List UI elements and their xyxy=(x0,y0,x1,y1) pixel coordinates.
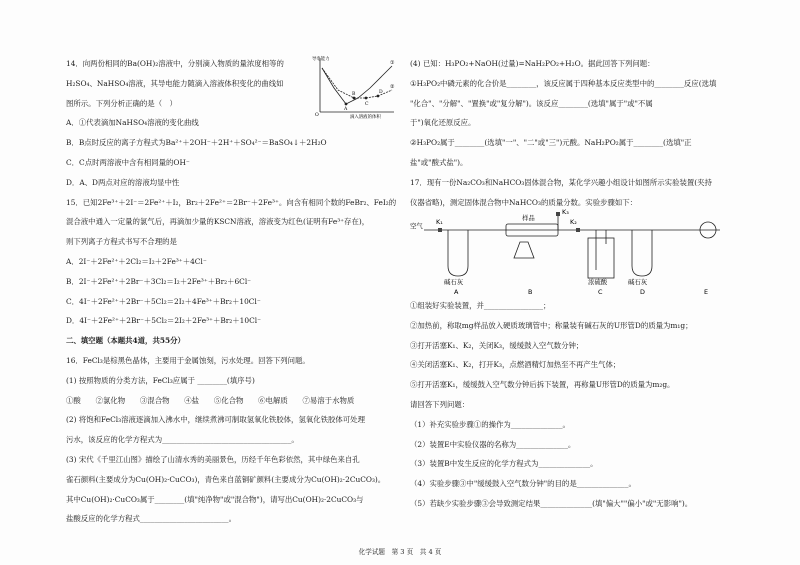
conc-acid-label: 浓硫酸 xyxy=(588,278,608,286)
q17-prompt: 请回答下列问题： xyxy=(410,399,470,409)
q17-line2: 仪器省略)，测定固体混合物中NaHCO₃的质量分数。实验步骤如下： xyxy=(410,197,638,207)
q17-sub2: （2）装置E中实验仪器的名称为______________。 xyxy=(410,439,576,449)
point-c-dot xyxy=(365,97,368,100)
label-e: E xyxy=(704,288,709,296)
right-column-top xyxy=(410,58,755,216)
chart-origin: O xyxy=(315,113,319,118)
u-tube-a xyxy=(448,230,468,276)
chart-ylabel: 导电能力 xyxy=(312,57,330,62)
point-b-label: B xyxy=(352,92,356,97)
left-column xyxy=(66,58,397,533)
q17-sub3: （3）装置B中发生反应的化学方程式为______________。 xyxy=(410,459,598,469)
q16-4-line2: ①H₃PO₂中磷元素的化合价是________，该反应属于四种基本反应类型中的________反应(选填 xyxy=(410,78,717,88)
point-d-label: D xyxy=(379,90,383,95)
wash-bottle-c xyxy=(588,238,614,278)
k3-valve xyxy=(556,212,560,216)
point-a-label: A xyxy=(344,107,348,112)
point-c-label: C xyxy=(365,102,369,107)
q16-line9: 盐酸反应的化学方程式________________________。 xyxy=(66,514,236,524)
sample-label: 样品 xyxy=(522,214,535,222)
q15-line1: 15．已知2Fe³⁺＋2I⁻＝2Fe²⁺＋I₂，Br₂＋2Fe²⁺＝2Br⁻＋2Fe³⁺。向含有相同个数的FeBr₂、FeI₂的 xyxy=(66,197,397,207)
q14-option-c: C．C点时两溶液中含有相同量的OH⁻ xyxy=(66,157,190,167)
label-c: C xyxy=(598,288,603,296)
q16-4-line5: ②H₃PO₂属于________(选填"一"、"二"或"三")元酸。NaH₂PO₂属于________(选填"正 xyxy=(410,138,692,148)
apparatus-diagram xyxy=(410,204,740,296)
chart-xlabel: 滴入溶液的体积 xyxy=(350,115,381,120)
section-heading-fill-in: 二、填空题（本题共4道，共55分） xyxy=(66,336,185,346)
soda-lime-d-label: 碱石灰 xyxy=(628,278,648,286)
q16-line7: 雀石颜料(主要成分为Cu(OH)₂·CuCO₃)，青色来自蓝铜矿颜料(主要成分为Cu(OH)₂·2CuCO₃)。 xyxy=(66,474,386,484)
curve-2-label: ② xyxy=(390,84,395,90)
label-d: D xyxy=(640,288,645,296)
q17-step2: ②加热前，称取mg样品放入硬质玻璃管中；称量装有碱石灰的U形管D的质量为m₁g； xyxy=(410,320,693,330)
q15-option-a: A．2I⁻＋2Fe²⁺＋2Cl₂＝I₂＋2Fe³⁺＋4Cl⁻ xyxy=(66,256,207,266)
q15-line3: 则下列离子方程式书写不合理的是 xyxy=(66,237,177,247)
q16-line6: (3) 宋代《千里江山图》描绘了山清水秀的美丽景色，历经千年色彩依然，其中绿色来自孔 xyxy=(66,454,360,464)
q16-line2: (1) 按照物质的分类方法，FeCl₃应属于 ________(填序号) xyxy=(66,375,255,385)
q17-sub4: （4）实验步骤③中"缓缓鼓入空气数分钟"的目的是______________。 xyxy=(410,479,636,489)
alcohol-lamp xyxy=(514,242,534,258)
q17-step1: ①组装好实验装置，并________________； xyxy=(410,301,551,310)
point-a-dot xyxy=(345,103,348,106)
q15-option-d: D．4I⁻＋2Fe²⁺＋2Br⁻＋5Cl₂＝2I₂＋2Fe³⁺＋Br₂＋10Cl⁻ xyxy=(66,316,261,326)
curve-1-label: ① xyxy=(390,60,395,66)
point-d-dot xyxy=(377,95,380,98)
q16-4-line3: "化合"、"分解"、"置换"或"复分解")。该反应________(选填"属于"或"不属 xyxy=(410,98,653,108)
q16-line1: 16．FeCl₃是棕黑色晶体，主要用于金属蚀刻，污水处理。回答下列问题。 xyxy=(66,355,310,365)
q16-4-line1: (4) 已知：H₃PO₂+NaOH(过量)=NaH₂PO₂+H₂O。据此回答下列问题： xyxy=(410,59,655,68)
q14-line2: H₂SO₄、NaHSO₄溶液，其导电能力随滴入溶液体积变化的曲线如 xyxy=(66,78,284,88)
q17-sub5: （5）若缺少实验步骤③会导致测定结果______________(填"偏大""偏小"或"无影响")。 xyxy=(410,498,693,508)
q17-sub1: （1）补充实验步骤①的操作为______________。 xyxy=(410,419,570,429)
q17-step5: ⑤打开活塞K₁，缓缓鼓入空气数分钟后拆下装置，再称量U形管D的质量为m₂g。 xyxy=(410,380,675,390)
q16-4-line4: 于")氧化还原反应。 xyxy=(410,118,476,128)
q16-line4: (2) 将饱和FeCl₃溶液逐滴加入沸水中，继续煮沸可制取氢氧化铁胶体，氢氧化铁胶体可处理 xyxy=(66,415,365,425)
q16-4-line6: 盐"或"酸式盐")。 xyxy=(410,157,468,167)
label-b: B xyxy=(528,288,533,296)
k1-label: K₁ xyxy=(436,218,443,226)
q15-line2: 混合液中通入一定量的氯气后，再滴加少量的KSCN溶液，溶液变为红色(证明有Fe³⁺存在)， xyxy=(66,217,370,227)
point-b-dot xyxy=(353,97,356,100)
u-tube-d xyxy=(632,230,652,276)
q14-option-d: D．A、D两点对应的溶液均显中性 xyxy=(66,177,180,187)
q14-option-a: A．①代表滴加NaHSO₄溶液的变化曲线 xyxy=(66,118,199,128)
q15-option-c: C．4I⁻＋2Fe²⁺＋2Br⁻＋5Cl₂＝2I₂＋4Fe³⁺＋Br₂＋10Cl⁻ xyxy=(66,296,261,306)
q16-line8: 其中Cu(OH)₂·CuCO₃属于________(填"纯净物"或"混合物")，请写出Cu(OH)₂·2CuCO₃与 xyxy=(66,494,364,504)
label-a: A xyxy=(454,288,459,296)
k1-valve xyxy=(438,228,442,232)
q14-option-b: B．B点时反应的离子方程式为Ba²⁺＋2OH⁻＋2H⁺＋SO₄²⁻＝BaSO₄↓＋2H₂O xyxy=(66,138,327,148)
soda-lime-a-label: 碱石灰 xyxy=(444,278,464,286)
q17-step3: ③打开活塞K₁、K₂，关闭K₃，缓缓鼓入空气数分钟； xyxy=(410,340,584,350)
conductivity-chart xyxy=(310,54,398,120)
q17-line1: 17．现有一份Na₂CO₃和NaHCO₃固体混合物，某化学兴趣小组设计如图所示实验装置(夹持 xyxy=(410,177,712,187)
k3-label: K₃ xyxy=(562,208,569,216)
q17-step4: ④关闭活塞K₁、K₂，打开K₃，点燃酒精灯加热至不再产生气体； xyxy=(410,360,621,370)
k2-valve xyxy=(576,228,580,232)
page-footer: 化学试题 第 3 页 共 4 页 xyxy=(358,548,442,556)
k2-label: K₂ xyxy=(570,218,577,226)
q16-line3: ①酸 ②氯化物 ③混合物 ④盐 ⑤化合物 ⑥电解质 ⑦易溶于水物质 xyxy=(66,395,355,405)
air-label: 空气 xyxy=(410,222,423,230)
q14-line1: 14．向两份相同的Ba(OH)₂溶液中，分别滴入物质的量浓度相等的 xyxy=(66,59,284,68)
q16-line5: 污水，该反应的化学方程式为___________________________________。 xyxy=(66,435,299,445)
right-column-bottom xyxy=(410,300,755,518)
q14-line3: 图所示。下列分析正确的是（ ） xyxy=(66,98,177,108)
q15-option-b: B．2I⁻＋2Fe²⁺＋2Br⁻＋3Cl₂＝I₂＋2Fe³⁺＋Br₂＋6Cl⁻ xyxy=(66,276,252,286)
